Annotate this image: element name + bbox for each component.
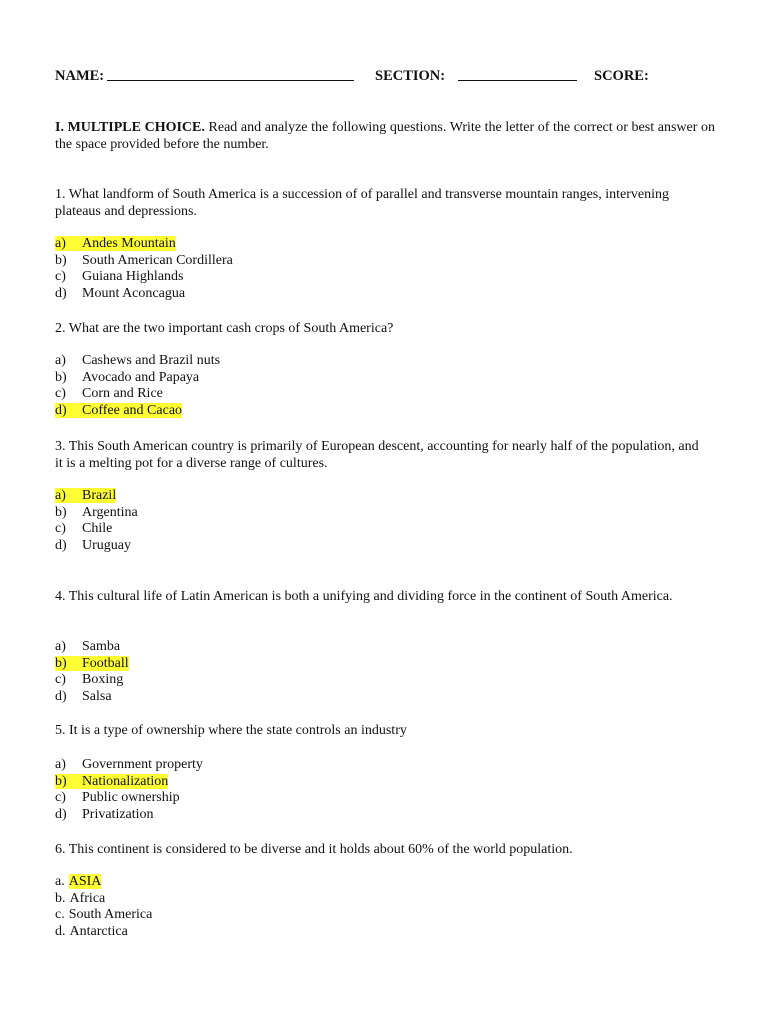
option-5d: d) Privatization bbox=[55, 807, 154, 823]
question-2: 2. What are the two important cash crops of South America? bbox=[55, 321, 394, 336]
option-3c: c) Chile bbox=[55, 521, 113, 537]
score-label: SCORE: bbox=[594, 68, 649, 84]
options-list-4 bbox=[55, 639, 655, 706]
option-4d: d) Salsa bbox=[55, 689, 112, 705]
answer-highlight: d) Coffee and Cacao bbox=[55, 403, 183, 419]
option-2c: c) Corn and Rice bbox=[55, 386, 163, 402]
name-blank-line bbox=[107, 80, 354, 81]
question-6: 6. This continent is considered to be diverse and it holds about 60% of the world population. bbox=[55, 842, 573, 857]
option-3a bbox=[55, 488, 655, 505]
section-label: SECTION: bbox=[375, 68, 446, 84]
option-2d bbox=[55, 403, 655, 420]
option-2a: a) Cashews and Brazil nuts bbox=[55, 353, 221, 368]
option-4a: a) Samba bbox=[55, 639, 121, 654]
option-3d: d) Uruguay bbox=[55, 538, 131, 554]
option-1c: c) Guiana Highlands bbox=[55, 269, 184, 285]
section-blank-line bbox=[458, 80, 577, 81]
answer-highlight: a) Brazil bbox=[55, 488, 117, 503]
option-5b bbox=[55, 774, 655, 791]
student-info-header bbox=[55, 68, 715, 88]
option-1a bbox=[55, 236, 655, 253]
option-6a: a. ASIA bbox=[55, 874, 102, 889]
options-list-2 bbox=[55, 353, 655, 420]
options-list-3 bbox=[55, 488, 655, 555]
options-list-6 bbox=[55, 874, 655, 941]
option-1b: b) South American Cordillera bbox=[55, 252, 233, 268]
answer-highlight: b) Nationalization bbox=[55, 773, 169, 789]
option-4b bbox=[55, 656, 655, 673]
option-5a: a) Government property bbox=[55, 757, 203, 772]
question-4: 4. This cultural life of Latin American is both a unifying and dividing force in the continent of South America. bbox=[55, 589, 673, 604]
option-6d: d. Antarctica bbox=[55, 924, 128, 940]
answer-highlight: a) Andes Mountain bbox=[55, 236, 176, 251]
question-5: 5. It is a type of ownership where the state controls an industry bbox=[55, 723, 407, 738]
option-4c: c) Boxing bbox=[55, 672, 124, 688]
instructions-text: Read and analyze the following questions. Write the letter of the correct or best answer on the space provided before the number. bbox=[55, 120, 716, 152]
question-1: 1. What landform of South America is a succession of of parallel and transverse mountain ranges, intervening plateaus and depressions. bbox=[55, 187, 670, 219]
option-2b: b) Avocado and Papaya bbox=[55, 369, 200, 385]
options-list-5 bbox=[55, 757, 655, 824]
instructions-heading: I. MULTIPLE CHOICE. bbox=[55, 120, 205, 135]
option-3b: b) Argentina bbox=[55, 504, 138, 520]
option-5c: c) Public ownership bbox=[55, 790, 180, 806]
options-list-1 bbox=[55, 236, 655, 303]
answer-highlight: ASIA bbox=[68, 874, 102, 889]
answer-highlight: b) Football bbox=[55, 655, 129, 671]
option-6b: b. Africa bbox=[55, 890, 106, 906]
question-3: 3. This South American country is primarily of European descent, accounting for nearly half of the population, and it is a melting pot for a diverse range of cultures. bbox=[55, 439, 699, 471]
option-6c: c. South America bbox=[55, 907, 153, 923]
name-label: NAME: bbox=[55, 68, 105, 84]
instructions bbox=[55, 119, 715, 153]
option-1d: d) Mount Aconcagua bbox=[55, 286, 186, 302]
